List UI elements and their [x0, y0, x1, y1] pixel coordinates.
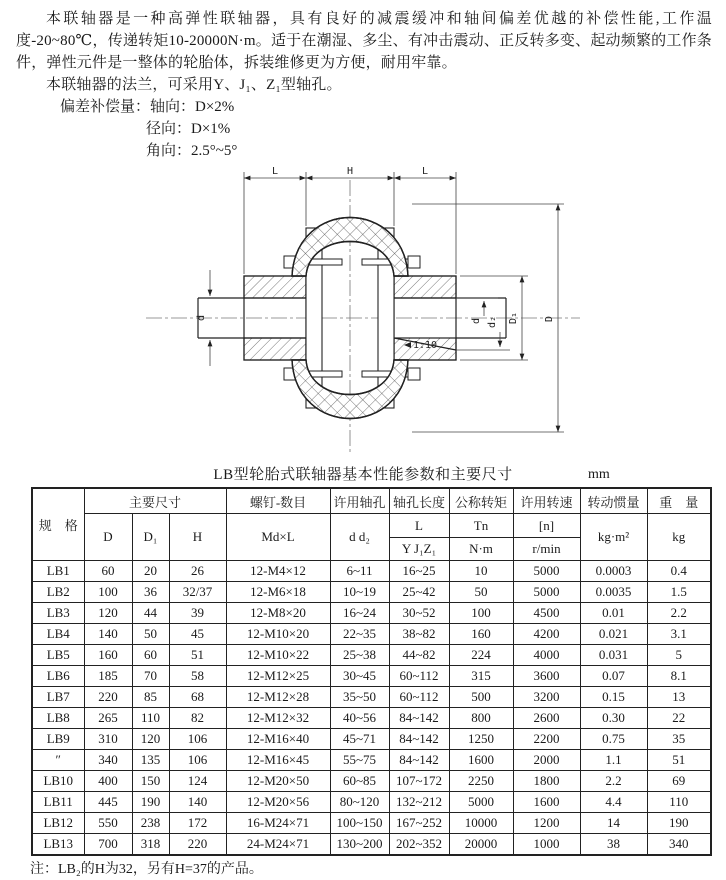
- header-screw-sub: Md×L: [226, 514, 330, 561]
- header-bore-len: 轴孔长度: [389, 488, 449, 514]
- cell: 35~50: [330, 687, 389, 708]
- table-row: [32, 687, 711, 708]
- header-bore-sub: d d₂: [330, 514, 389, 561]
- header-main-dims: 主要尺寸: [84, 488, 226, 514]
- cell: 12-M10×22: [226, 645, 330, 666]
- cell: 12-M4×12: [226, 561, 330, 582]
- intro-paragraph-2: 本联轴器的法兰，可采用Y、J₁、Z₁型轴孔。: [46, 77, 342, 93]
- cell: 0.4: [647, 561, 711, 582]
- cell: 26: [169, 561, 226, 582]
- cell: 400: [84, 771, 132, 792]
- d1-label: D₁: [508, 311, 519, 324]
- compensation-radial: 径向：D×1%: [146, 121, 231, 137]
- cell: 12-M8×20: [226, 603, 330, 624]
- cell: 5000: [449, 792, 513, 813]
- header-speed-sym: [n]: [513, 514, 580, 538]
- cell: LB7: [32, 687, 84, 708]
- cell: 265: [84, 708, 132, 729]
- cell: 318: [132, 834, 169, 856]
- cell: 340: [84, 750, 132, 771]
- coupling-drawing: [0, 164, 726, 456]
- cell: 3600: [513, 666, 580, 687]
- header-torque: 公称转矩: [449, 488, 513, 514]
- header-weight: 重 量: [647, 488, 711, 514]
- header-weight-unit: kg: [647, 514, 711, 561]
- cell: LB1: [32, 561, 84, 582]
- cell: 4200: [513, 624, 580, 645]
- intro-section: [0, 8, 726, 96]
- d-outer-label: D: [544, 315, 555, 322]
- cell: 150: [132, 771, 169, 792]
- cell: 84~142: [389, 750, 449, 771]
- cell: 10000: [449, 813, 513, 834]
- cell: 1250: [449, 729, 513, 750]
- cell: 2.2: [647, 603, 711, 624]
- cell: 22~35: [330, 624, 389, 645]
- intro-paragraph-1: 本联轴器是一种高弹性联轴器，具有良好的减震缓冲和轴间偏差优越的补偿性能,工作温度-20~80℃，传递转矩10-20000N·m。适于在潮湿、多尘、有冲击震动、正反转多变、起动频繁的工作条件，弹性元件是一整体的轮胎体，拆装维修更为方便，耐用牢靠。: [16, 11, 712, 71]
- cell: 1600: [449, 750, 513, 771]
- table-row: [32, 729, 711, 750]
- cell: 24-M24×71: [226, 834, 330, 856]
- cell: 100: [449, 603, 513, 624]
- cell: 132~212: [389, 792, 449, 813]
- right-d2-label: d₂: [487, 315, 498, 328]
- cell: 4500: [513, 603, 580, 624]
- cell: 16~25: [389, 561, 449, 582]
- cell: 0.021: [580, 624, 647, 645]
- table-row: [32, 666, 711, 687]
- cell: 0.031: [580, 645, 647, 666]
- header-bore-len-l: L: [389, 514, 449, 538]
- cell: 124: [169, 771, 226, 792]
- cell: 44: [132, 603, 169, 624]
- cell: 45: [169, 624, 226, 645]
- cell: 39: [169, 603, 226, 624]
- cell: 107~172: [389, 771, 449, 792]
- cell: 220: [84, 687, 132, 708]
- cell: 16~24: [330, 603, 389, 624]
- cell: 3.1: [647, 624, 711, 645]
- cell: 44~82: [389, 645, 449, 666]
- cell: 135: [132, 750, 169, 771]
- cell: 4000: [513, 645, 580, 666]
- cell: 50: [132, 624, 169, 645]
- header-D: D: [84, 514, 132, 561]
- cell: 38~82: [389, 624, 449, 645]
- cell: LB5: [32, 645, 84, 666]
- cell: 0.15: [580, 687, 647, 708]
- cell: 12-M16×45: [226, 750, 330, 771]
- cell: 0.07: [580, 666, 647, 687]
- cell: 10: [449, 561, 513, 582]
- compensation-block: [60, 96, 726, 162]
- cell: 2200: [513, 729, 580, 750]
- cell: 1800: [513, 771, 580, 792]
- cell: LB12: [32, 813, 84, 834]
- compensation-label: 偏差补偿量：: [60, 99, 151, 115]
- cell: 445: [84, 792, 132, 813]
- cell: LB10: [32, 771, 84, 792]
- cell: 20: [132, 561, 169, 582]
- cell: 68: [169, 687, 226, 708]
- cell: 500: [449, 687, 513, 708]
- cell: 0.01: [580, 603, 647, 624]
- cell: 2.2: [580, 771, 647, 792]
- cell: 106: [169, 750, 226, 771]
- cell: LB11: [32, 792, 84, 813]
- table-row: [32, 645, 711, 666]
- cell: 14: [580, 813, 647, 834]
- cell: 8.1: [647, 666, 711, 687]
- header-bore: 许用轴孔: [330, 488, 389, 514]
- cell: LB2: [32, 582, 84, 603]
- cell: 12-M10×20: [226, 624, 330, 645]
- cell: 51: [647, 750, 711, 771]
- cell: 12-M20×50: [226, 771, 330, 792]
- header-inertia: 转动惯量: [580, 488, 647, 514]
- cell: 60: [84, 561, 132, 582]
- cell: 100~150: [330, 813, 389, 834]
- cell: 315: [449, 666, 513, 687]
- header-D1: D₁: [132, 514, 169, 561]
- cell: 110: [647, 792, 711, 813]
- cell: 70: [132, 666, 169, 687]
- dim-L-left: L: [272, 166, 279, 177]
- cell: 22: [647, 708, 711, 729]
- cell: 224: [449, 645, 513, 666]
- cell: 35: [647, 729, 711, 750]
- cell: 30~52: [389, 603, 449, 624]
- cell: 2250: [449, 771, 513, 792]
- cell: 1600: [513, 792, 580, 813]
- cell: 12-M20×56: [226, 792, 330, 813]
- cell: 140: [169, 792, 226, 813]
- cell: 238: [132, 813, 169, 834]
- cell: 13: [647, 687, 711, 708]
- cell: 60~112: [389, 687, 449, 708]
- header-torque-sym: Tn: [449, 514, 513, 538]
- cell: 36: [132, 582, 169, 603]
- cell: 12-M6×18: [226, 582, 330, 603]
- cell: 16-M24×71: [226, 813, 330, 834]
- cell: 84~142: [389, 708, 449, 729]
- cell: 800: [449, 708, 513, 729]
- cell: 167~252: [389, 813, 449, 834]
- right-d-dimensions: [456, 298, 510, 350]
- cell: 60: [132, 645, 169, 666]
- cell: 30~45: [330, 666, 389, 687]
- table-row: [32, 771, 711, 792]
- dim-L-right: L: [422, 166, 429, 177]
- cell: 190: [647, 813, 711, 834]
- cell: LB4: [32, 624, 84, 645]
- cell: 2600: [513, 708, 580, 729]
- cell: 130~200: [330, 834, 389, 856]
- cell: 340: [647, 834, 711, 856]
- cell: 120: [132, 729, 169, 750]
- table-title: LB型轮胎式联轴器基本性能参数和主要尺寸: [213, 467, 513, 483]
- table-title-row: [0, 463, 726, 487]
- cell: 82: [169, 708, 226, 729]
- cell: 1.5: [647, 582, 711, 603]
- cell: 6~11: [330, 561, 389, 582]
- cell: 110: [132, 708, 169, 729]
- cell: 84~142: [389, 729, 449, 750]
- table-row: [32, 813, 711, 834]
- dim-H: H: [347, 166, 354, 177]
- cell: LB6: [32, 666, 84, 687]
- cell: 60~85: [330, 771, 389, 792]
- table-row: [32, 561, 711, 582]
- compensation-axial-line: [60, 96, 726, 118]
- cell: 12-M12×25: [226, 666, 330, 687]
- cell: 550: [84, 813, 132, 834]
- cell: 310: [84, 729, 132, 750]
- table-header: [32, 488, 711, 561]
- cell: 106: [169, 729, 226, 750]
- cell: 160: [449, 624, 513, 645]
- cell: LB3: [32, 603, 84, 624]
- table-row: [32, 603, 711, 624]
- cell: 40~56: [330, 708, 389, 729]
- right-d-label: d: [471, 317, 482, 324]
- header-bore-len-sub: Y J₁Z₁: [389, 538, 449, 561]
- cell: 1000: [513, 834, 580, 856]
- taper-label: 1:10: [413, 340, 438, 351]
- header-inertia-unit: kg·m²: [580, 514, 647, 561]
- cell: 58: [169, 666, 226, 687]
- compensation-angular: 角向：2.5°~5°: [146, 143, 238, 159]
- cell: 140: [84, 624, 132, 645]
- cell: 20000: [449, 834, 513, 856]
- table-row: [32, 708, 711, 729]
- table-body: [32, 561, 711, 856]
- cell: 1.1: [580, 750, 647, 771]
- cell: 5: [647, 645, 711, 666]
- header-speed: 许用转速: [513, 488, 580, 514]
- compensation-axial: 轴向：D×2%: [150, 99, 235, 115]
- header-spec: 规 格: [32, 488, 84, 561]
- cell: LB8: [32, 708, 84, 729]
- cell: 12-M16×40: [226, 729, 330, 750]
- header-torque-unit: N·m: [449, 538, 513, 561]
- cell: 2000: [513, 750, 580, 771]
- cell: 25~42: [389, 582, 449, 603]
- header-H: H: [169, 514, 226, 561]
- cell: 80~120: [330, 792, 389, 813]
- cell: 12-M12×28: [226, 687, 330, 708]
- cell: LB13: [32, 834, 84, 856]
- table-row: [32, 750, 711, 771]
- table-row: [32, 792, 711, 813]
- cell: 4.4: [580, 792, 647, 813]
- cell: 220: [169, 834, 226, 856]
- cell: 160: [84, 645, 132, 666]
- header-screw: 螺钉-数目: [226, 488, 330, 514]
- cell: 85: [132, 687, 169, 708]
- table-row: [32, 624, 711, 645]
- cell: 51: [169, 645, 226, 666]
- cell: 700: [84, 834, 132, 856]
- cell: 12-M12×32: [226, 708, 330, 729]
- cell: 0.0003: [580, 561, 647, 582]
- cell: 3200: [513, 687, 580, 708]
- cell: 172: [169, 813, 226, 834]
- cell: LB9: [32, 729, 84, 750]
- cell: ″: [32, 750, 84, 771]
- cell: 185: [84, 666, 132, 687]
- cell: 32/37: [169, 582, 226, 603]
- cell: 10~19: [330, 582, 389, 603]
- left-d-label: d: [196, 314, 207, 321]
- cell: 5000: [513, 561, 580, 582]
- drawing-wrap: [0, 164, 726, 461]
- header-speed-unit: r/min: [513, 538, 580, 561]
- cell: 55~75: [330, 750, 389, 771]
- cell: 0.75: [580, 729, 647, 750]
- cell: 5000: [513, 582, 580, 603]
- table-row: [32, 834, 711, 856]
- cell: 100: [84, 582, 132, 603]
- cell: 60~112: [389, 666, 449, 687]
- cell: 69: [647, 771, 711, 792]
- cell: 25~38: [330, 645, 389, 666]
- table-row: [32, 582, 711, 603]
- cell: 190: [132, 792, 169, 813]
- cell: 1200: [513, 813, 580, 834]
- cell: 202~352: [389, 834, 449, 856]
- cell: 0.30: [580, 708, 647, 729]
- coupling-spec-table: [31, 487, 712, 856]
- cell: 50: [449, 582, 513, 603]
- cell: 0.0035: [580, 582, 647, 603]
- table-unit: mm: [588, 467, 610, 482]
- cell: 120: [84, 603, 132, 624]
- table-note: 注：LB₂的H为32，另有H=37的产品。: [30, 862, 263, 877]
- cell: 45~71: [330, 729, 389, 750]
- cell: 38: [580, 834, 647, 856]
